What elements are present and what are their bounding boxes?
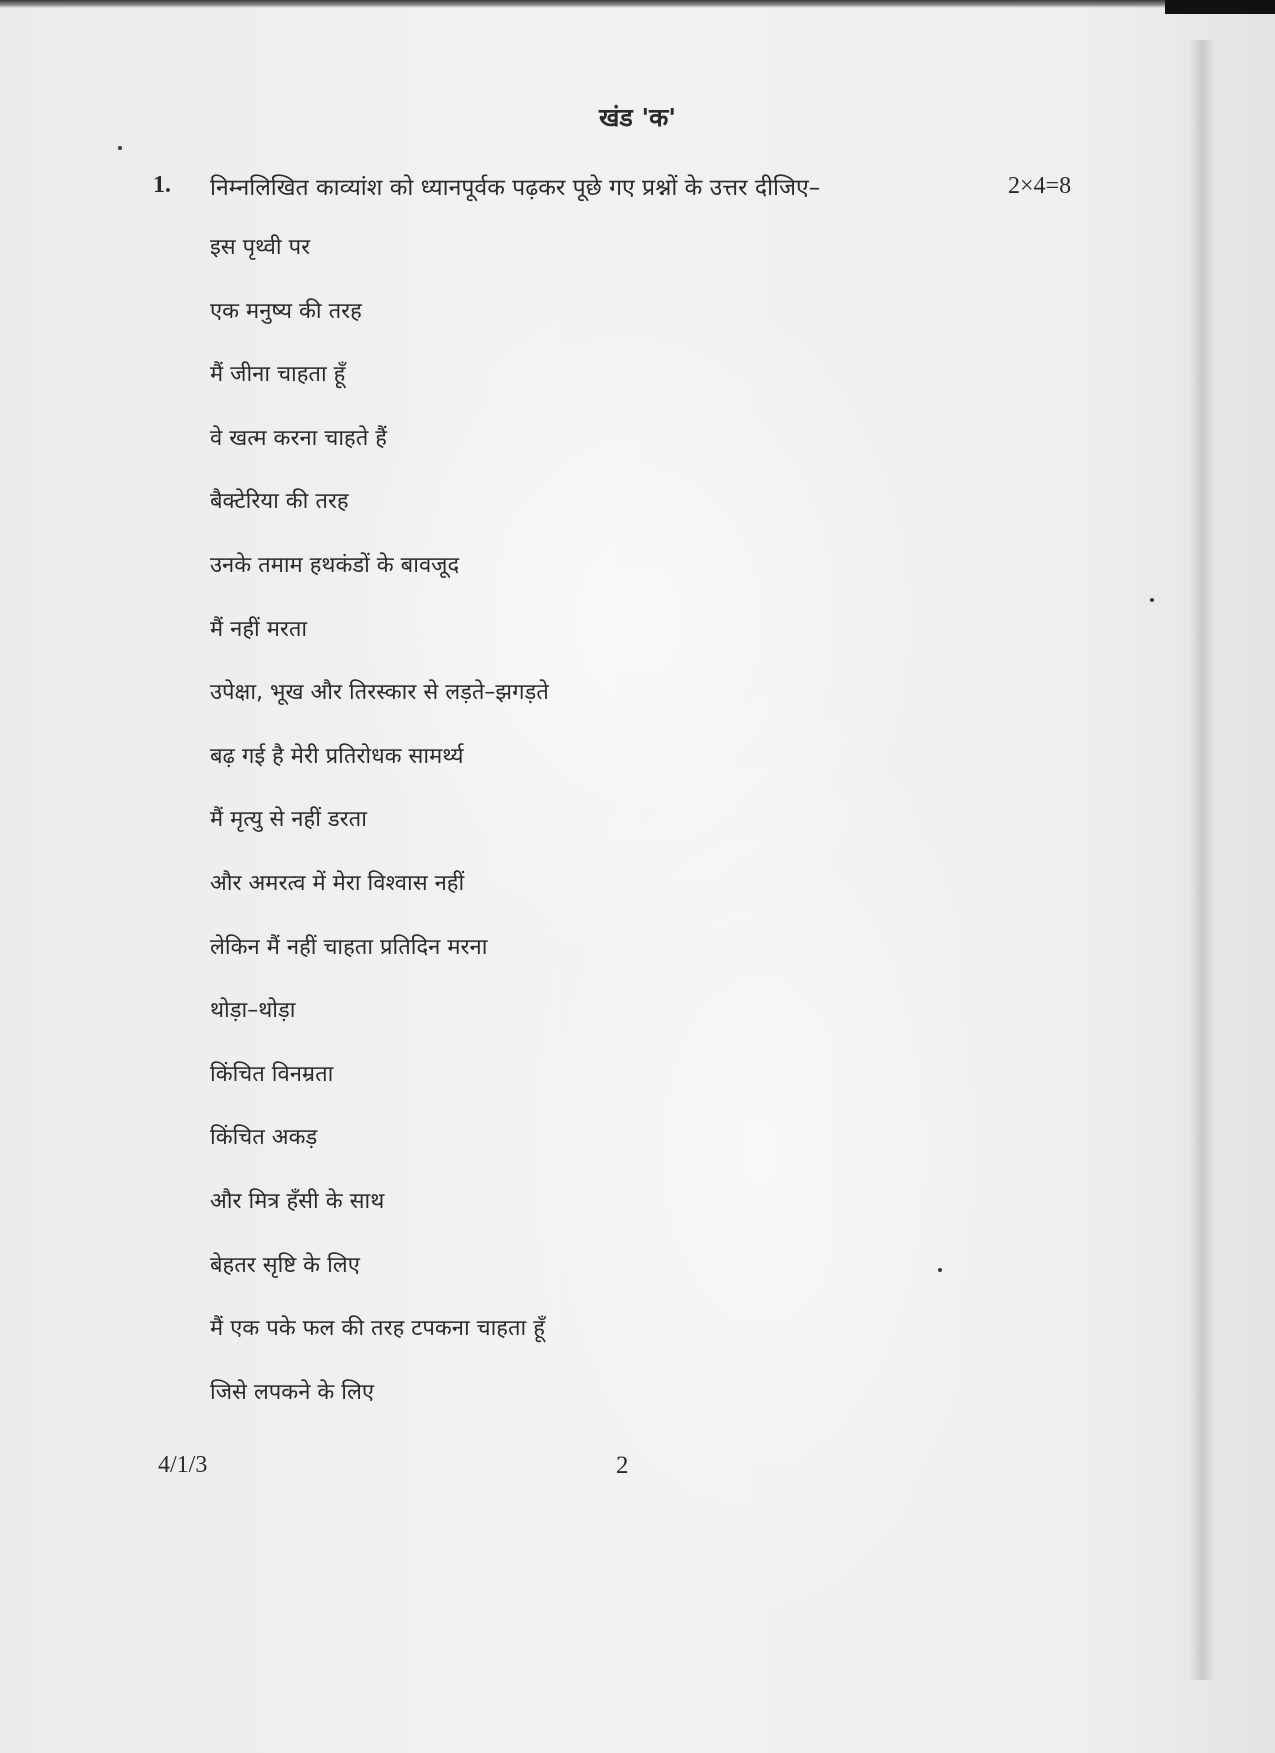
poem-line: और मित्र हँसी के साथ [210, 1188, 385, 1214]
page-fold-shadow [1189, 40, 1215, 1680]
scan-speck [118, 146, 122, 150]
question-number: 1. [153, 172, 171, 198]
poem-line: और अमरत्व में मेरा विश्वास नहीं [210, 870, 465, 896]
poem-line: किंचित विनम्रता [210, 1061, 334, 1087]
poem-line: इस पृथ्वी पर [210, 235, 311, 260]
question-instruction: निम्नलिखित काव्यांश को ध्यानपूर्वक पढ़कर पूछे गए प्रश्नों के उत्तर दीजिए– [210, 175, 821, 201]
poem-line: किंचित अकड़ [210, 1125, 318, 1151]
poem-line: लेकिन मैं नहीं चाहता प्रतिदिन मरना [210, 934, 488, 960]
poem-line: मैं जीना चाहता हूँ [210, 362, 346, 388]
poem-line: बेहतर सृष्टि के लिए [210, 1252, 360, 1278]
scan-speck [938, 1268, 942, 1272]
poem-line: उनके तमाम हथकंडों के बावजूद [210, 552, 460, 578]
poem-line: मैं मृत्यु से नहीं डरता [210, 807, 367, 833]
section-title: खंड 'क' [598, 103, 677, 132]
poem-passage [210, 232, 549, 1440]
scan-top-corner [1165, 0, 1275, 14]
paper-code: 4/1/3 [158, 1452, 208, 1478]
scan-speck [1150, 598, 1154, 602]
poem-line: एक मनुष्य की तरह [210, 298, 362, 324]
page-number: 2 [616, 1452, 629, 1479]
poem-line: थोड़ा–थोड़ा [210, 998, 296, 1024]
poem-line: वे खत्म करना चाहते हैं [210, 425, 387, 451]
question-marks: 2×4=8 [1008, 173, 1072, 199]
poem-line: उपेक्षा, भूख और तिरस्कार से लड़ते–झगड़ते [210, 680, 549, 706]
poem-line: बढ़ गई है मेरी प्रतिरोधक सामर्थ्य [210, 743, 464, 769]
poem-line: मैं नहीं मरता [210, 616, 308, 642]
poem-line: मैं एक पके फल की तरह टपकना चाहता हूँ [210, 1316, 545, 1342]
poem-line: जिसे लपकने के लिए [210, 1379, 375, 1405]
scan-top-edge [0, 0, 1275, 8]
poem-line: बैक्टेरिया की तरह [210, 489, 349, 515]
